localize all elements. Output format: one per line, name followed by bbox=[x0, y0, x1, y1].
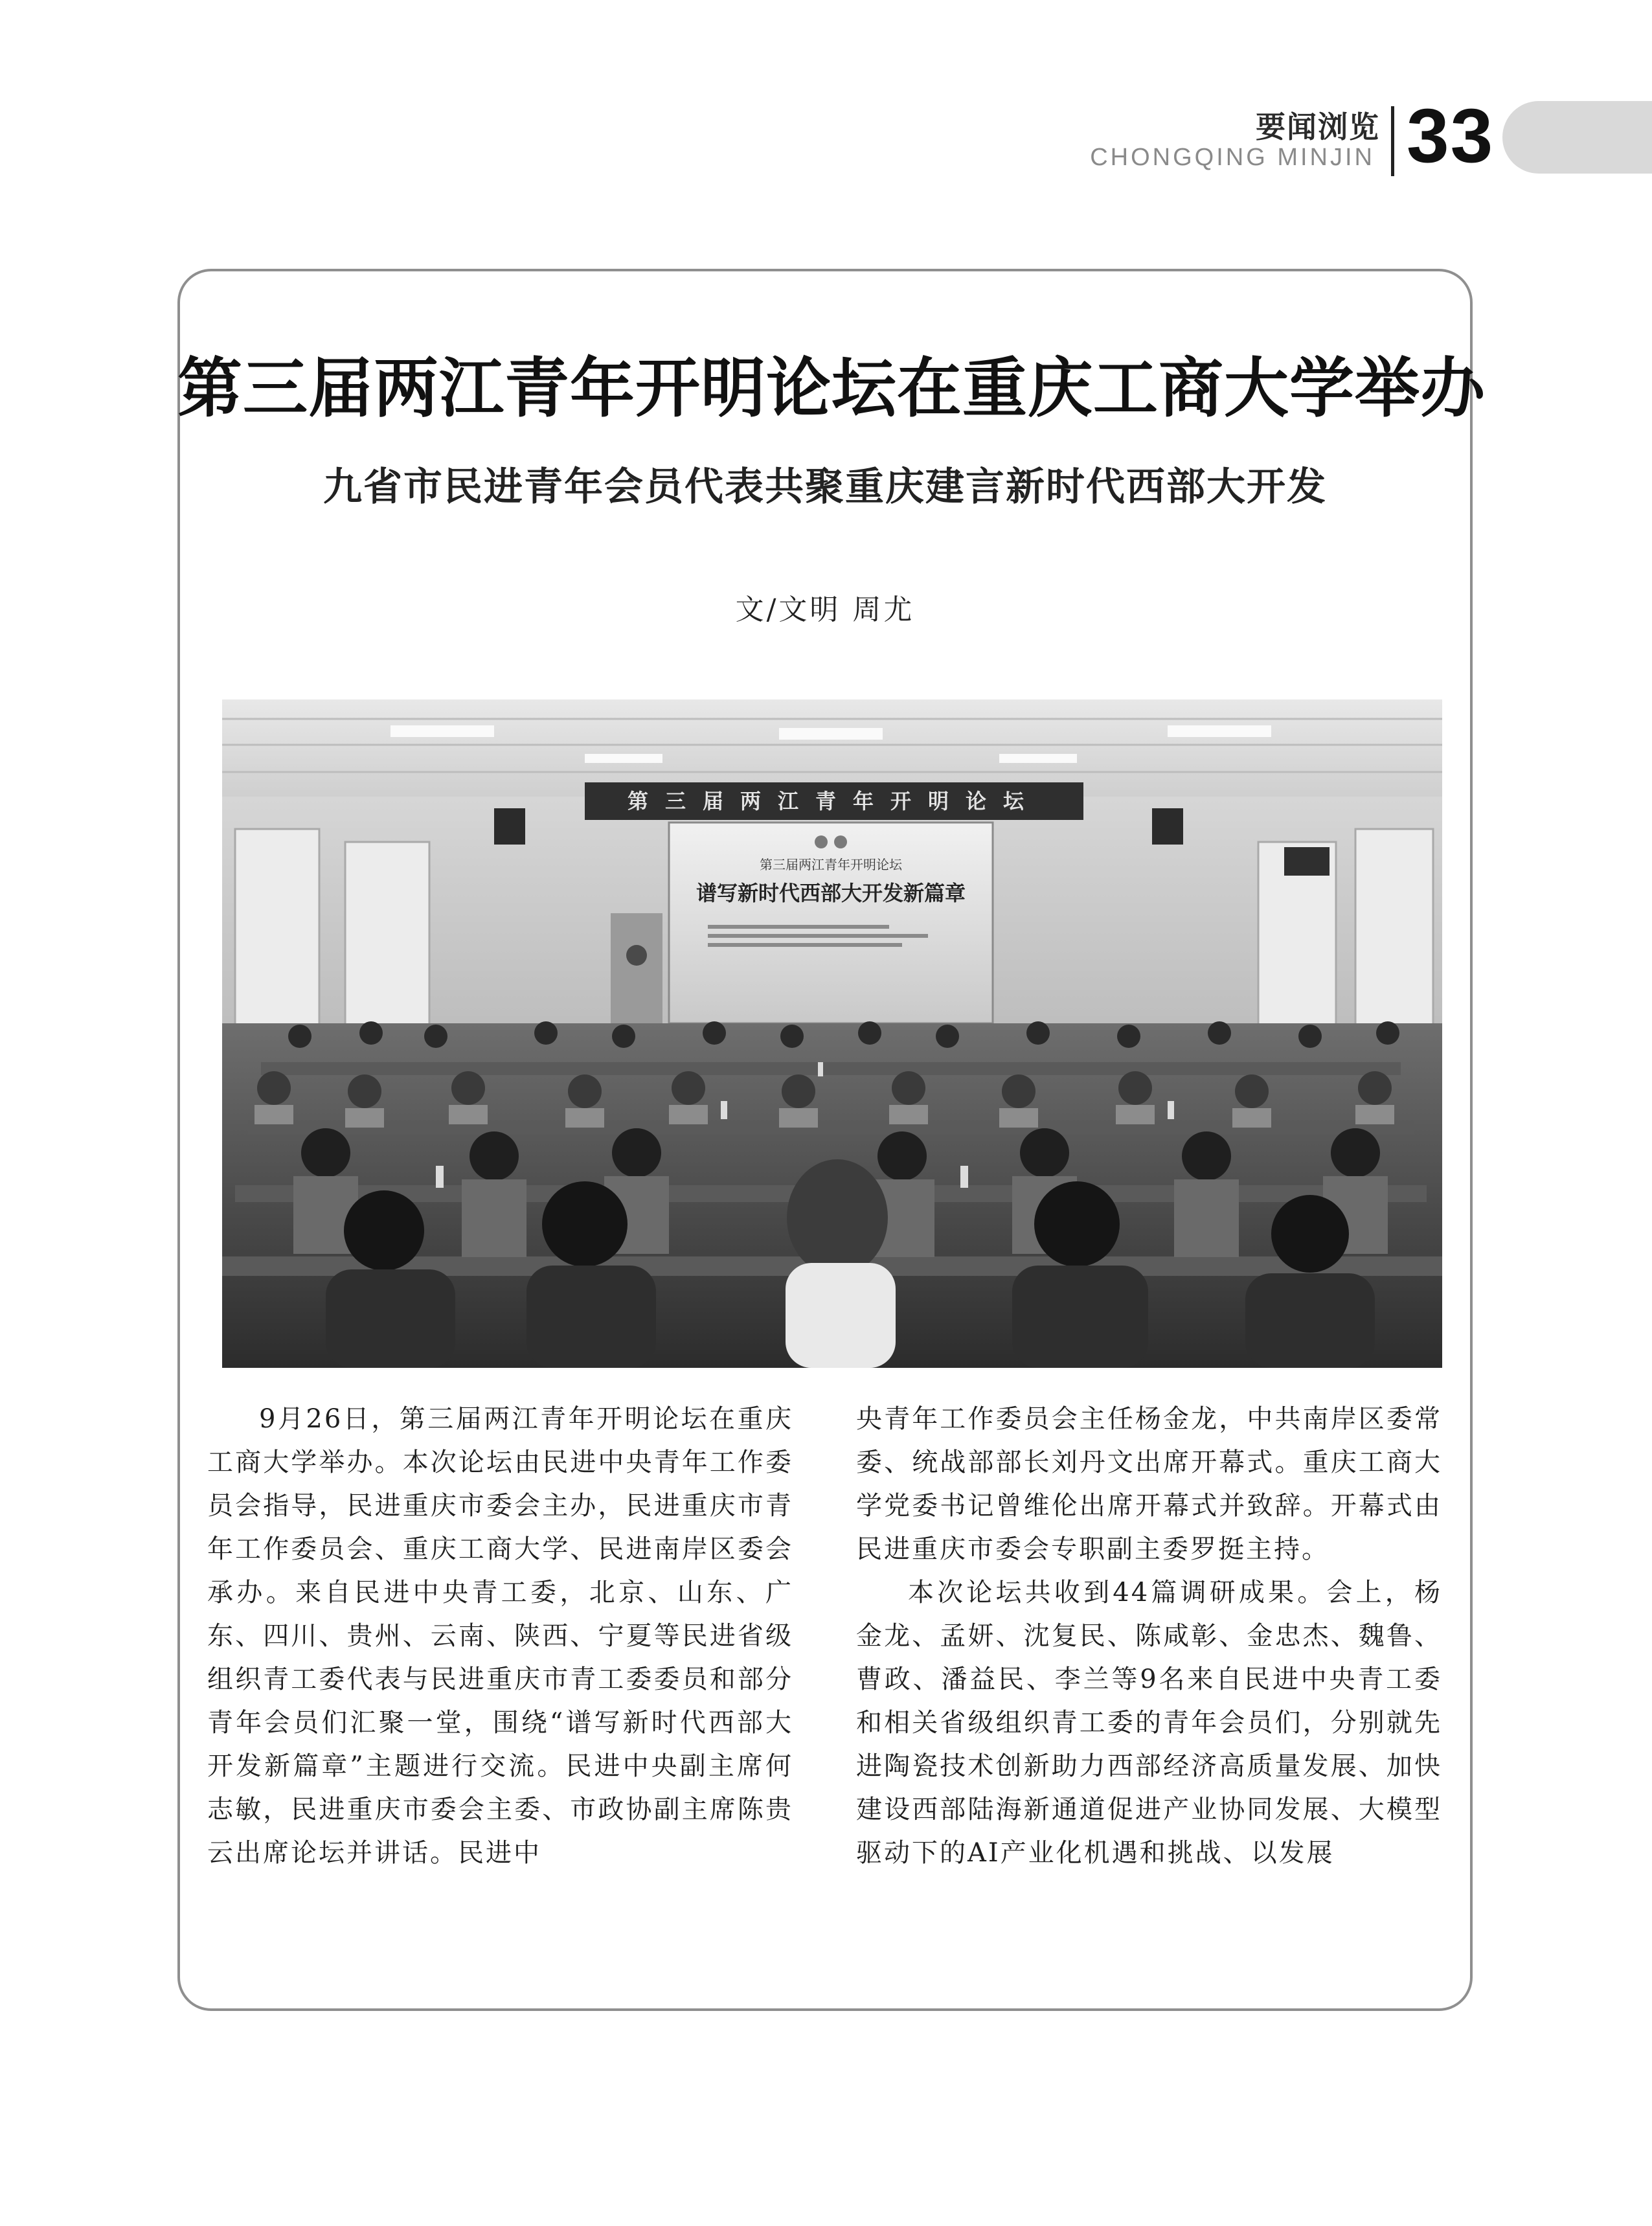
article-subtitle: 九省市民进青年会员代表共聚重庆建言新时代西部大开发 bbox=[323, 464, 1327, 510]
article-column-left bbox=[207, 1398, 793, 1875]
article-paragraph: 本次论坛共收到44篇调研成果。会上，杨金龙、孟妍、沈复民、陈咸彰、金忠杰、魏鲁、曹政、潘益民、李兰等9名来自民进中央青工委和相关省级组织青工委的青年会员们，分别就先进陶瓷技术创新助力西部经济高质量发展、加快建设西部陆海新通道促进产业协同发展、大模型驱动下的AI产业化机遇和挑战、以发展 bbox=[856, 1578, 1442, 1868]
article-paragraph: 9月26日，第三届两江青年开明论坛在重庆工商大学举办。本次论坛由民进中央青年工作委员会指导，民进重庆市委会主办，民进重庆市青年工作委员会、重庆工商大学、民进南岸区委会承办。来自民进中央青工委，北京、山东、广东、四川、贵州、云南、陕西、宁夏等民进省级组织青工委代表与民进重庆市青工委委员和部分青年会员们汇聚一堂，围绕“谱写新时代西部大开发新篇章”主题进行交流。民进中央副主席何志敏，民进重庆市委会主委、市政协副主席陈贵云出席论坛并讲话。民进中 bbox=[207, 1404, 793, 1868]
header-divider bbox=[1391, 106, 1394, 176]
article-paragraph: 央青年工作委员会主任杨金龙，中共南岸区委常委、统战部部长刘丹文出席开幕式。重庆工商大学党委书记曾维伦出席开幕式并致辞。开幕式由民进重庆市委会专职副主委罗挺主持。 bbox=[856, 1404, 1442, 1564]
photo-ceiling bbox=[222, 699, 1442, 797]
conference-photo bbox=[222, 699, 1442, 1368]
photo-podium bbox=[611, 913, 662, 1023]
page-number: 33 bbox=[1407, 93, 1495, 179]
photo-screen-line2: 谱写新时代西部大开发新篇章 bbox=[696, 881, 966, 905]
article-byline: 文/文明 周尤 bbox=[735, 593, 915, 626]
section-name: 要闻浏览 bbox=[1256, 109, 1380, 144]
photo-screen-line1: 第三届两江青年开明论坛 bbox=[760, 857, 902, 872]
page-tab bbox=[1502, 101, 1652, 174]
photo-screen bbox=[669, 823, 993, 1023]
article-column-right bbox=[856, 1398, 1442, 1875]
photo-banner-text: 第三届两江青年开明论坛 bbox=[627, 789, 1041, 813]
publication-name: CHONGQING MINJIN bbox=[1090, 144, 1375, 171]
article-title: 第三届两江青年开明论坛在重庆工商大学举办 bbox=[177, 350, 1486, 426]
